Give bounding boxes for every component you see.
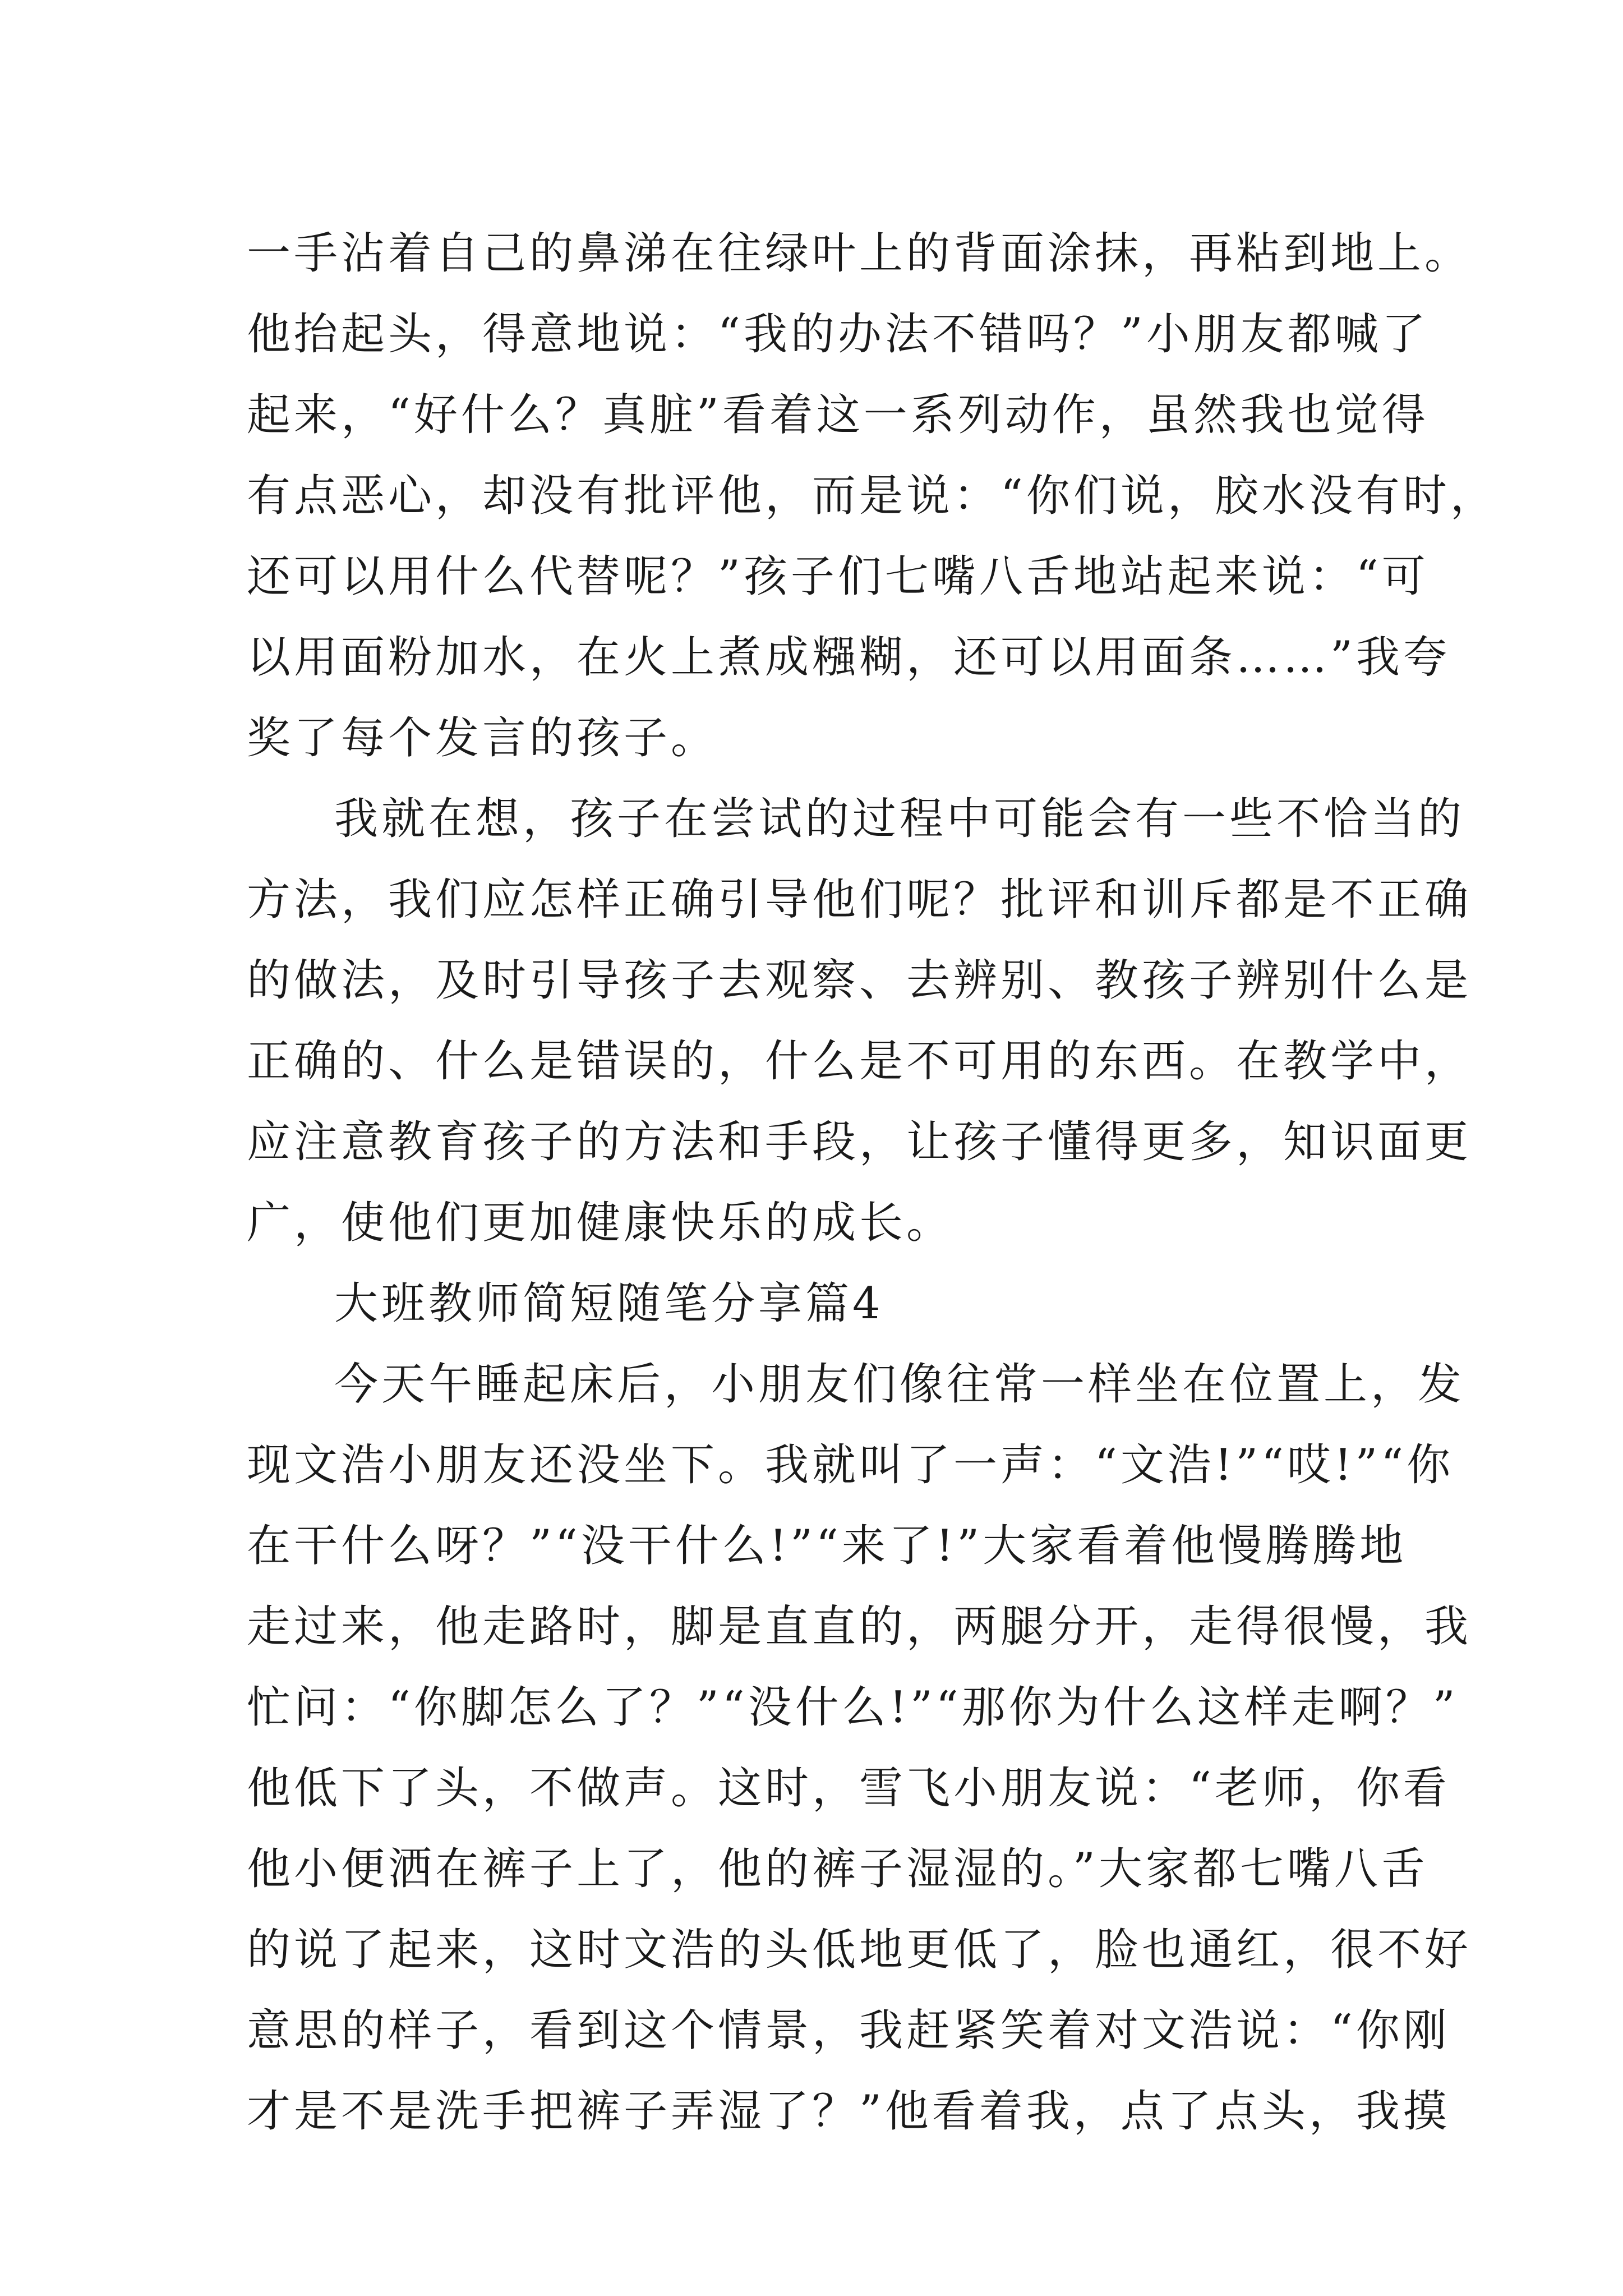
text-line: 他抬起头，得意地说：“我的办法不错吗？”小朋友都喊了 xyxy=(247,309,1429,360)
text-line: 应注意教育孩子的方法和手段，让孩子懂得更多，知识面更 xyxy=(247,1117,1472,1167)
text-line: 他小便洒在裤子上了，他的裤子湿湿的。”大家都七嘴八舌 xyxy=(247,1844,1428,1894)
text-line: 忙问：“你脚怎么了？”“没什么!”“那你为什么这样走啊？” xyxy=(247,1682,1459,1733)
text-line: 他低下了头，不做声。这时，雪飞小朋友说：“老师，你看 xyxy=(247,1763,1450,1814)
text-line: 还可以用什么代替呢？”孩子们七嘴八舌地站起来说：“可 xyxy=(247,551,1429,602)
text-line: 走过来，他走路时，脚是直直的，两腿分开，走得很慢，我 xyxy=(247,1602,1472,1652)
text-line: 方法，我们应怎样正确引导他们呢？批评和训斥都是不正确 xyxy=(247,875,1472,925)
text-line: 才是不是洗手把裤子弄湿了？”他看着我，点了点头，我摸 xyxy=(247,2086,1450,2137)
text-line: 起来，“好什么？真脏”看着这一系列动作，虽然我也觉得 xyxy=(247,390,1429,440)
text-line: 现文浩小朋友还没坐下。我就叫了一声：“文浩!”“哎!”“你 xyxy=(247,1440,1454,1490)
text-line: 奖了每个发言的孩子。 xyxy=(247,713,718,763)
text-line: 一手沾着自己的鼻涕在往绿叶上的背面涂抹，再粘到地上。 xyxy=(247,228,1472,279)
document-body xyxy=(247,213,1497,2152)
text-line: 在干什么呀？”“没干什么!”“来了!”大家看着他慢腾腾地 xyxy=(247,1521,1407,1571)
text-line: 广，使他们更加健康快乐的成长。 xyxy=(247,1198,954,1248)
text-line: 的说了起来，这时文浩的头低地更低了，脸也通红，很不好 xyxy=(247,1925,1472,1975)
text-line: 以用面粉加水，在火上煮成糨糊，还可以用面条……”我夸 xyxy=(247,632,1450,683)
text-line: 有点恶心，却没有批评他，而是说：“你们说，胶水没有时， xyxy=(247,471,1497,521)
text-line: 的做法，及时引导孩子去观察、去辨别、教孩子辨别什么是 xyxy=(247,955,1472,1006)
paragraph-start-line: 今天午睡起床后，小朋友们像往常一样坐在位置上，发 xyxy=(334,1359,1465,1410)
paragraph-start-line: 我就在想，孩子在尝试的过程中可能会有一些不恰当的 xyxy=(334,794,1465,844)
text-line: 正确的、什么是错误的，什么是不可用的东西。在教学中， xyxy=(247,1036,1472,1087)
section-heading: 大班教师简短随笔分享篇4 xyxy=(334,1278,884,1329)
text-line: 意思的样子，看到这个情景，我赶紧笑着对文浩说：“你刚 xyxy=(247,2005,1450,2056)
